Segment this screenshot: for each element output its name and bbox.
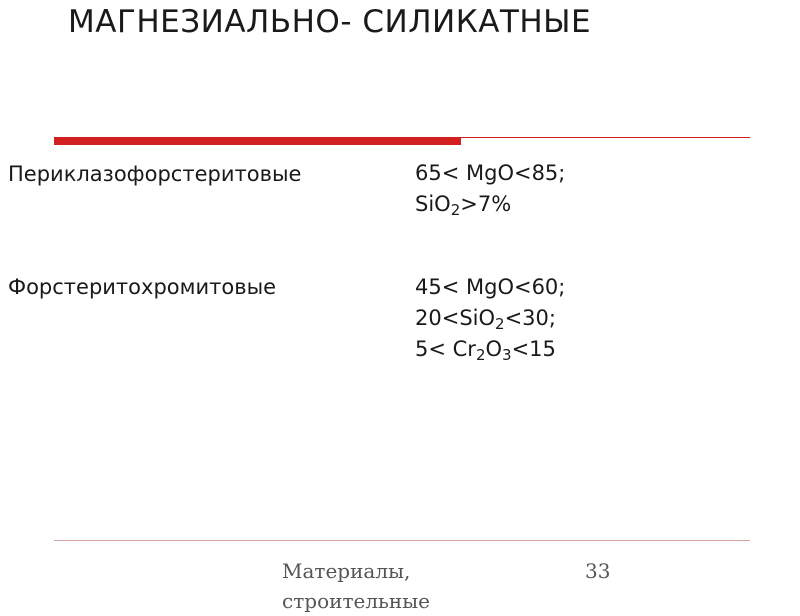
formula-subscript: 2	[450, 201, 461, 219]
row-formula-periclase-forsterite	[415, 158, 565, 220]
slide-title: МАГНЕЗИАЛЬНО- СИЛИКАТНЫЕ	[68, 4, 592, 40]
row-formula-forsterite-chromite	[415, 272, 565, 365]
formula-line: $5< Cr_2O_3<15$	[415, 337, 556, 364]
title-divider-thick	[54, 137, 461, 145]
formula-subscript: 2	[475, 346, 486, 364]
footer-divider	[54, 540, 750, 541]
formula-line: SiO$_2$>7%	[415, 192, 512, 219]
title-divider-thin	[461, 137, 750, 138]
footer-text: Материалы, строительные	[282, 559, 431, 613]
row-name-forsterite-chromite: Форстеритохромитовые	[8, 275, 277, 299]
row-name-periclase-forsterite: Периклазофорстеритовые	[8, 162, 302, 186]
formula-subscript: 2	[495, 315, 505, 333]
page-number: 33	[585, 559, 611, 583]
formula-line: 20<SiO$_2$<30;	[415, 306, 556, 333]
formula-line: 45< MgO<60;	[415, 275, 566, 299]
formula-subscript: 3	[502, 346, 512, 364]
formula-line: 65< MgO<85;	[415, 161, 566, 185]
